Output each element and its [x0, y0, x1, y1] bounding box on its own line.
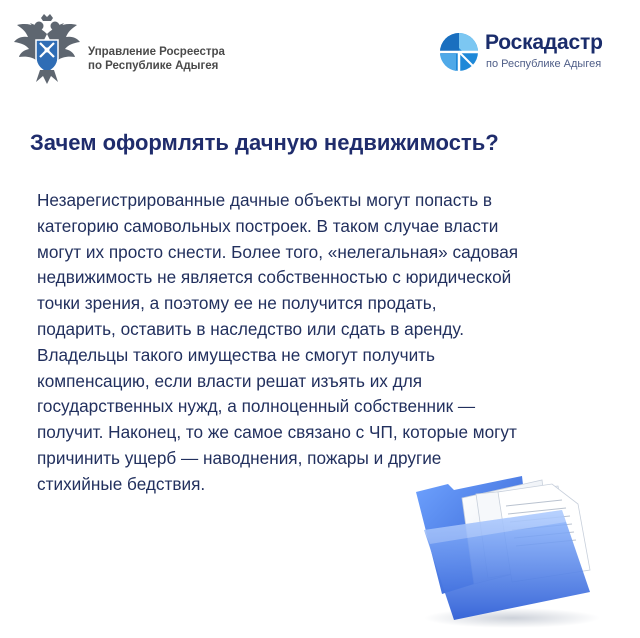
- article-line: причинить ущерб — наводнения, пожары и другие: [37, 447, 442, 468]
- roskadastr-subtitle: по Республике Адыгея: [486, 58, 602, 70]
- article-line: недвижимость не является собственностью с юридической: [37, 267, 512, 288]
- page-title: Зачем оформлять дачную недвижимость?: [30, 130, 499, 155]
- article-body: [37, 188, 617, 498]
- rosreestr-emblem-icon: [12, 12, 82, 88]
- rosreestr-name-line-1: Управление Росреестра: [88, 46, 225, 58]
- article-line: стихийные бедствия.: [37, 473, 206, 494]
- header: [0, 0, 640, 100]
- article-line: могут их просто снести. Более того, «нелегальная» садовая: [37, 241, 519, 262]
- article-line: подарить, оставить в наследство или сдать в аренду.: [37, 318, 465, 339]
- roskadastr-circle-icon: [439, 32, 479, 72]
- article-line: получит. Наконец, то же самое связано с ЧП, которые могут: [37, 422, 517, 443]
- blue-document-folder-icon: [402, 470, 607, 630]
- roskadastr-title: Роскадастр: [485, 31, 603, 54]
- article-line: Владельцы такого имущества не смогут получить: [37, 344, 436, 365]
- rosreestr-name: [88, 45, 308, 73]
- article-line: государственных нужд, а полноценный собственник —: [37, 396, 476, 417]
- article-line: компенсацию, если власти решат изъять их для: [37, 370, 423, 391]
- article-line: Незарегистрированные дачные объекты могут попасть в: [37, 190, 493, 210]
- article-line: точки зрения, а поэтому ее не получится продать,: [37, 293, 437, 314]
- article-line: категорию самовольных построек. В таком случае власти: [37, 215, 499, 236]
- rosreestr-name-line-2: по Республике Адыгея: [88, 60, 219, 72]
